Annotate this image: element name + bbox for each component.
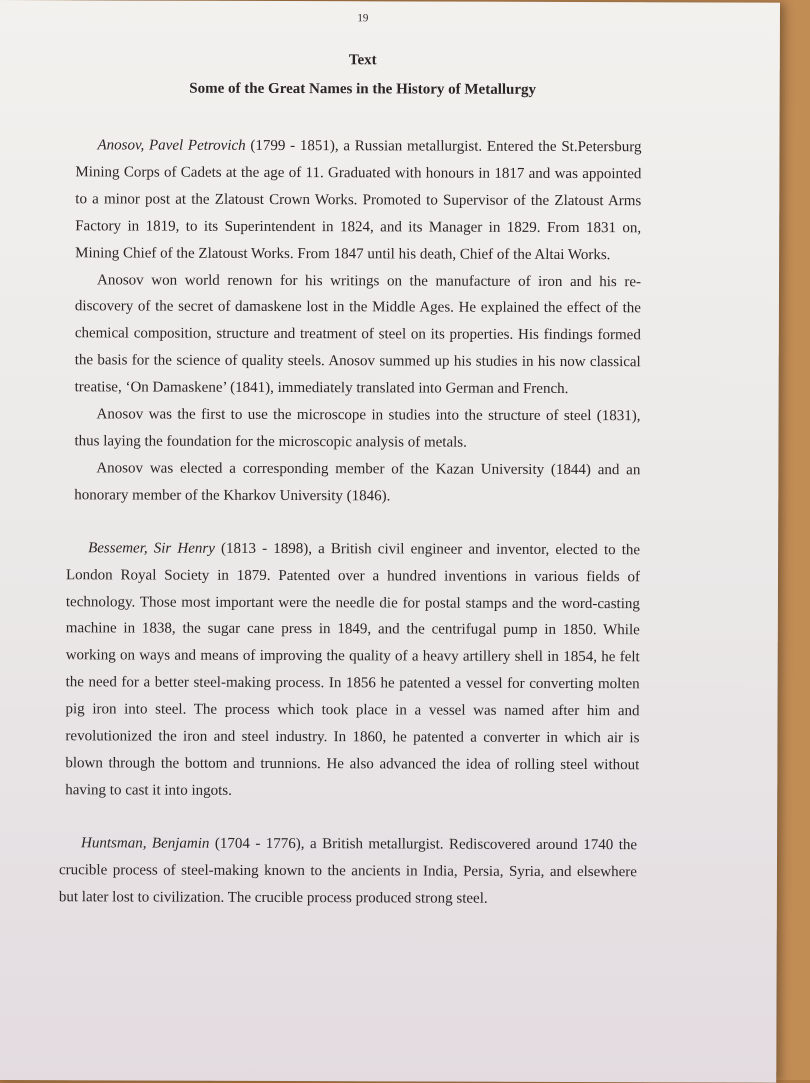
bessemer-paragraph: [65, 535, 640, 806]
anosov-bio: (1799 - 1851), a Russian metallurgist. Entered the St.Petersburg Mining Corps of Cadets at the age of 11. Graduated with honours in 1817 and was appointed to a minor post at the Zlatoust Crown Works. Promoted to Supervisor of the Zlatoust Arms Factory in 1819, to its Superintendent in 1824, and its Manager in 1829. From 1831 on, Mining Chief of the Zlatoust Works. From 1847 until his death, Chief of the Altai Works.: [75, 137, 642, 263]
bessemer-name: Bessemer, Sir Henry: [88, 539, 215, 557]
section-label: Text: [348, 52, 377, 69]
page-number: 19: [357, 12, 369, 25]
page-title: Some of the Great Names in the History of Metallurgy: [189, 80, 537, 98]
huntsman-paragraph: [59, 830, 637, 913]
anosov-paragraph-1: [75, 132, 641, 269]
anosov-name: Anosov, Pavel Petrovich: [97, 137, 246, 154]
huntsman-name: Huntsman, Benjamin: [81, 835, 210, 852]
anosov-paragraph-4: Anosov was elected a corresponding member of the Kazan University (1844) and an honorary member of the Kharkov University (1846).: [74, 460, 641, 505]
bessemer-bio: (1813 - 1898), a British civil engineer and inventor, elected to the London Royal Society in 1879. Patented over a hundred inventions in various fields of technology. Those most important were the needle die for postal stamps and the word-casting machine in 1838, the sugar cane press in 1849, and the centrifugal pump in 1850. While working on ways and means of improving the quality of a heavy artillery shell in 1854, he felt the need for a better steel-making process. In 1856 he patented a vessel for converting molten pig iron into steel. The process which took place in a vessel was named after him and revolutionized the iron and steel industry. In 1860, he patented a converter in which air is blown through the bottom and trunnions. He also advanced the idea of rolling steel without having to cast it into ingots.: [65, 540, 641, 799]
huntsman-bio: (1704 - 1776), a British metallurgist. Rediscovered around 1740 the crucible process of steel-making known to the ancients in India, Persia, Syria, and elsewhere but later lost to civilization. The crucible process produced strong steel.: [58, 835, 638, 907]
document-body: [58, 132, 642, 912]
anosov-paragraph-3: Anosov was the first to use the microscope in studies into the structure of steel (1831), thus laying the foundation for the microscopic analysis of metals.: [74, 406, 641, 451]
anosov-paragraph-2: Anosov won world renown for his writings on the manufacture of iron and his re-discovery of the secret of damaskene lost in the Middle Ages. He explained the effect of the chemical composition, structure and treatment of steel on its properties. His findings formed the basis for the science of quality steels. Anosov summed up his studies in his now classical treatise, ‘On Damaskene’ (1841), immediately translated into German and French.: [74, 271, 642, 398]
